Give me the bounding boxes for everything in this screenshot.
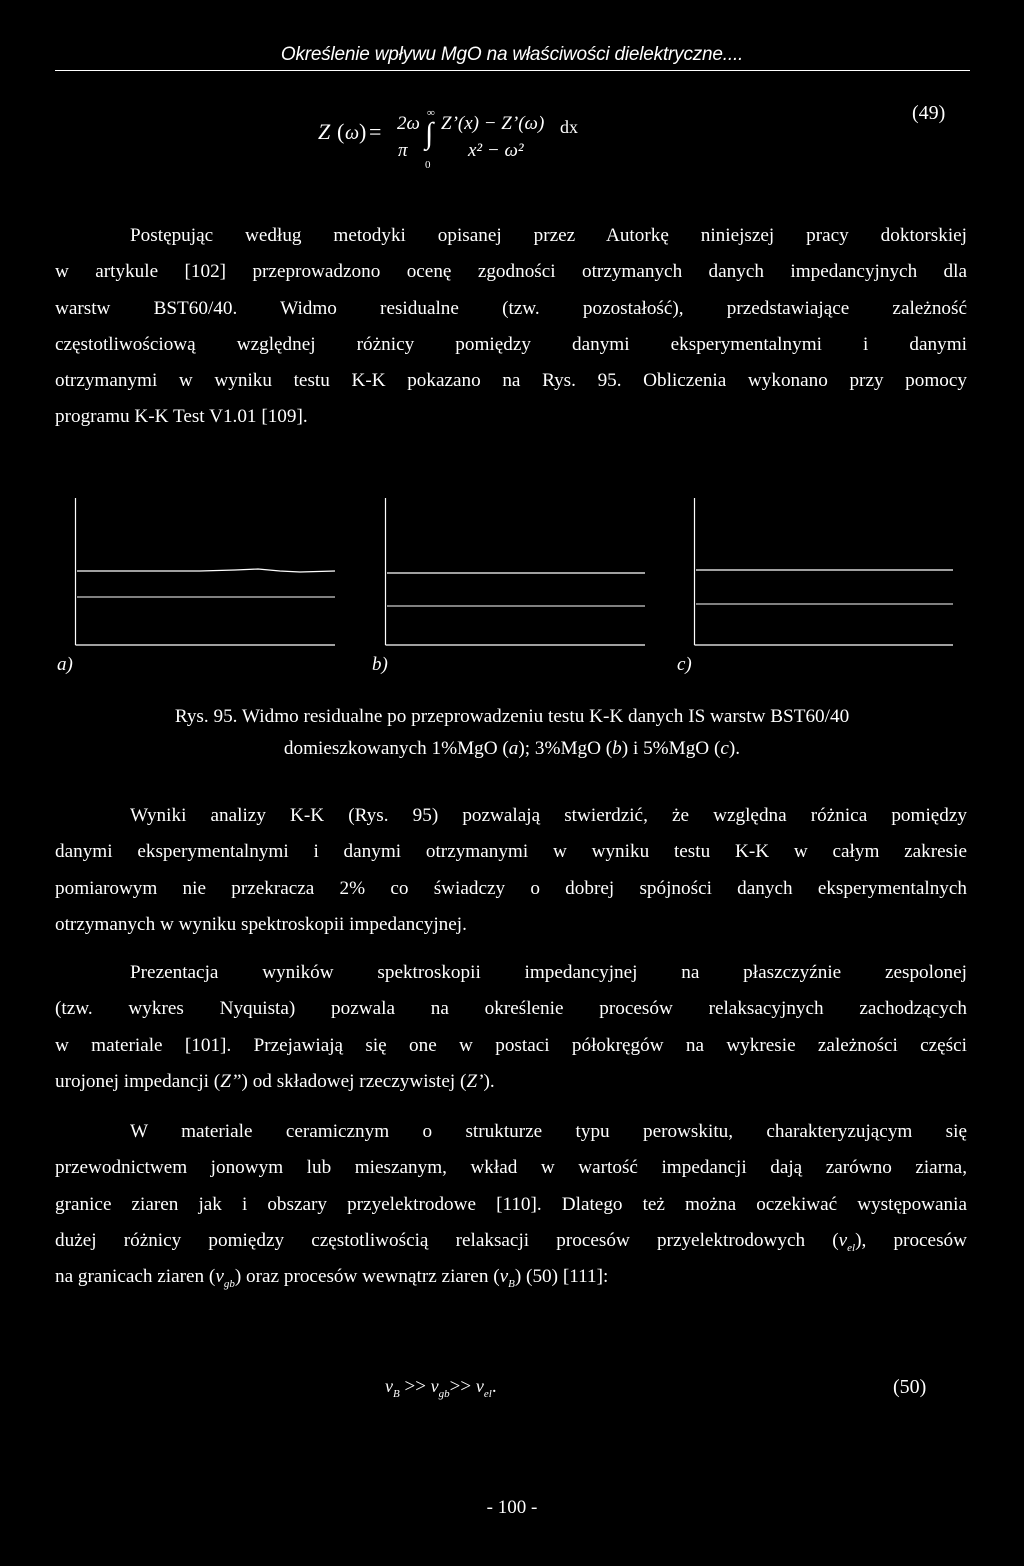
panel-b-label: b) — [372, 654, 388, 675]
text-line: pomiarowym nie przekracza 2% co świadczy o dobrej spójności danych eksperymentalnych — [55, 877, 967, 899]
paragraph-2 — [55, 798, 967, 943]
equation-49 — [300, 90, 600, 170]
text-line: na granicach ziaren $(\nu_{gb})$ oraz procesów wewnątrz ziaren $(\nu_B)$ (50) [111]: — [55, 1266, 609, 1291]
text-line: częstotliwościową względnej różnicy pomiędzy danymi eksperymentalnymi i danymi — [55, 333, 967, 355]
figure-caption-line-1: Rys. 95. Widmo residualne po przeprowadzeniu testu K-K danych IS warstw BST60/40 — [174, 706, 850, 727]
text-line: granice ziaren jak i obszary przyelektrodowe [110]. Dlatego też można oczekiwać występowania — [55, 1193, 967, 1215]
text-line: Wyniki analizy K-K (Rys. 95) pozwalają stwierdzić, że względna różnica pomiędzy — [130, 805, 967, 826]
text-line: warstw BST60/40. Widmo residualne (tzw. pozostałość), przedstawiające zależność — [55, 297, 967, 319]
text-line: W materiale ceramicznym o strukturze typu perowskitu, charakteryzującym się — [130, 1121, 967, 1142]
svg-text:x² − ω²: x² − ω² — [468, 140, 524, 161]
panel-c — [695, 498, 954, 645]
text-line: otrzymanych w wyniku spektroskopii impedancyjnej. — [55, 913, 467, 935]
text-line: Postępując według metodyki opisanej przez Autorkę niniejszej pracy doktorskiej — [130, 225, 967, 246]
header-rule — [55, 70, 970, 71]
svg-text:Z: Z — [318, 119, 331, 144]
svg-text:ω: ω — [345, 122, 360, 144]
svg-text:Z’(x) − Z’(ω): Z’(x) − Z’(ω) — [441, 113, 545, 134]
panel-c-label: c) — [677, 654, 692, 675]
text-line: urojonej impedancji (Z”) od składowej rzeczywistej (Z’). — [55, 1070, 495, 1092]
text-line: przewodnictwem jonowym lub mieszanym, wkład w wartość impedancji dają zarówno ziarna, — [55, 1157, 967, 1179]
page-number: - 100 - — [486, 1497, 538, 1518]
svg-text:): ) — [359, 119, 367, 144]
svg-text:π: π — [398, 140, 408, 161]
text-line: programu K-K Test V1.01 [109]. — [55, 406, 308, 428]
figure-caption-line-2: domieszkowanych 1%MgO (a); 3%MgO (b) i 5%MgO (c). — [283, 738, 741, 759]
equation-49-number: (49) — [912, 102, 946, 124]
text-line: dużej różnicy pomiędzy częstotliwością relaksacji procesów przyelektrodowych $(\nu_{el})$, procesów — [55, 1229, 967, 1254]
text-line: otrzymanymi w wyniku testu K-K pokazano na Rys. 95. Obliczenia wykonano przy pomocy — [55, 370, 967, 392]
svg-text:∞: ∞ — [427, 107, 435, 119]
svg-text:∫: ∫ — [425, 117, 434, 150]
text-line: (tzw. wykres Nyquista) pozwala na określenie procesów relaksacyjnych zachodzących — [55, 998, 967, 1020]
paragraph-1 — [55, 218, 967, 436]
text-line: w artykule [102] przeprowadzono ocenę zgodności otrzymanych danych impedancyjnych dla — [55, 261, 967, 283]
svg-text:(: ( — [337, 119, 345, 144]
equation-50-number: (50) — [893, 1376, 927, 1398]
text-line: w materiale [101]. Przejawiają się one w postaci półokręgów na wykresie zależności części — [55, 1034, 967, 1056]
svg-text:0: 0 — [425, 159, 431, 170]
residual-spectra-figure — [0, 490, 1024, 670]
paragraph-3 — [55, 955, 967, 1100]
svg-text:=: = — [369, 119, 382, 144]
panel-a — [76, 498, 336, 645]
svg-text:dx: dx — [560, 117, 578, 137]
running-header: Określenie wpływu MgO na właściwości dielektryczne.... — [280, 44, 744, 65]
svg-text:2ω: 2ω — [397, 113, 420, 134]
text-line: Prezentacja wyników spektroskopii impedancyjnej na płaszczyźnie zespolonej — [130, 962, 967, 983]
paragraph-4 — [55, 1114, 967, 1295]
panel-a-label: a) — [57, 654, 73, 675]
panel-b — [386, 498, 646, 645]
equation-50: $\nu_B >> \nu_{gb}>> \nu_{el}$. — [385, 1376, 497, 1400]
text-line: danymi eksperymentalnymi i danymi otrzymanymi w wyniku testu K-K w całym zakresie — [55, 841, 967, 863]
